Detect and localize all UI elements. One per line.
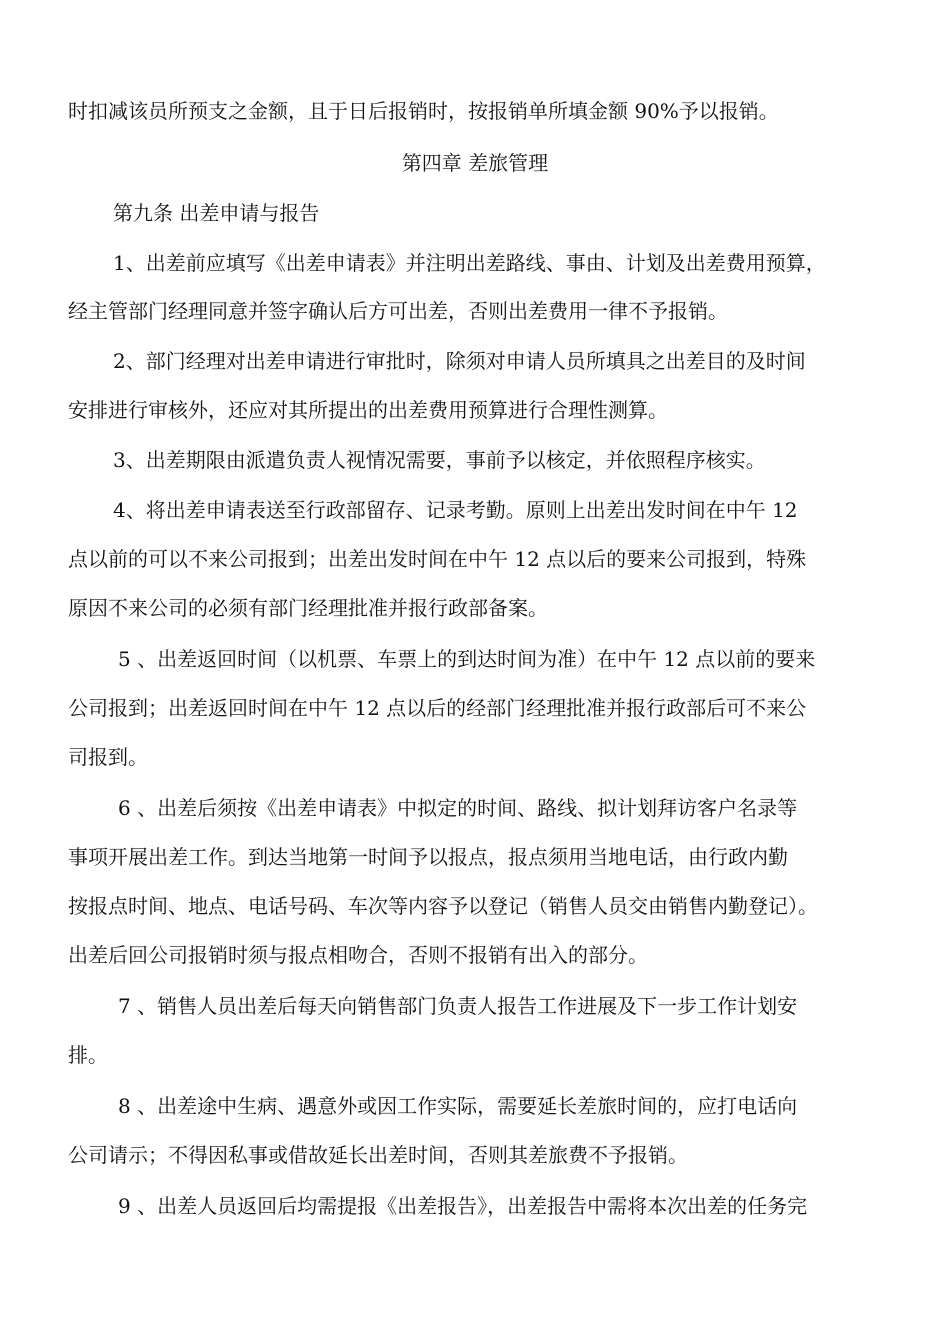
paragraph-5-line-1: 5 、出差返回时间（以机票、车票上的到达时间为准）在中午 12 点以前的要来 [118, 647, 816, 671]
paragraph-6-line-2: 事项开展出差工作。到达当地第一时间予以报点，报点须用当地电话，由行政内勤 [68, 845, 788, 869]
paragraph-9-line-1: 9 、出差人员返回后均需提报《出差报告》，出差报告中需将本次出差的任务完 [118, 1194, 808, 1218]
paragraph-1-line-1: 1、出差前应填写《出差申请表》并注明出差路线、事由、计划及出差费用预算， [113, 251, 826, 275]
paragraph-8-line-2: 公司请示；不得因私事或借故延长出差时间，否则其差旅费不予报销。 [68, 1143, 688, 1167]
paragraph-4-line-3: 原因不来公司的必须有部门经理批准并报行政部备案。 [68, 596, 548, 620]
paragraph-6-line-4: 出差后回公司报销时须与报点相吻合，否则不报销有出入的部分。 [68, 943, 648, 967]
paragraph-5-line-2: 公司报到；出差返回时间在中午 12 点以后的经部门经理批准并报行政部后可不来公 [68, 696, 807, 720]
text-line-continuation: 时扣减该员所预支之金额，且于日后报销时，按报销单所填金额 90%予以报销。 [68, 99, 779, 123]
article-heading: 第九条 出差申请与报告 [113, 201, 320, 225]
paragraph-8-line-1: 8 、出差途中生病、遇意外或因工作实际，需要延长差旅时间的，应打电话向 [118, 1094, 798, 1118]
paragraph-5-line-3: 司报到。 [68, 745, 148, 769]
paragraph-4-line-2: 点以前的可以不来公司报到；出差出发时间在中午 12 点以后的要来公司报到，特殊 [68, 547, 807, 571]
paragraph-6-line-3: 按报点时间、地点、电话号码、车次等内容予以登记（销售人员交由销售内勤登记）。 [68, 894, 818, 918]
paragraph-1-line-2: 经主管部门经理同意并签字确认后方可出差，否则出差费用一律不予报销。 [68, 299, 728, 323]
paragraph-2-line-1: 2、部门经理对出差申请进行审批时，除须对申请人员所填具之出差目的及时间 [113, 349, 806, 373]
paragraph-2-line-2: 安排进行审核外，还应对其所提出的出差费用预算进行合理性测算。 [68, 398, 668, 422]
paragraph-7-line-1: 7 、销售人员出差后每天向销售部门负责人报告工作进展及下一步工作计划安 [118, 994, 798, 1018]
chapter-heading: 第四章 差旅管理 [401, 151, 549, 175]
paragraph-7-line-2: 排。 [68, 1043, 108, 1067]
paragraph-3-line-1: 3、出差期限由派遣负责人视情况需要，事前予以核定，并依照程序核实。 [113, 448, 766, 472]
paragraph-4-line-1: 4、将出差申请表送至行政部留存、记录考勤。原则上出差出发时间在中午 12 [113, 498, 798, 522]
paragraph-6-line-1: 6 、出差后须按《出差申请表》中拟定的时间、路线、拟计划拜访客户名录等 [118, 796, 798, 820]
